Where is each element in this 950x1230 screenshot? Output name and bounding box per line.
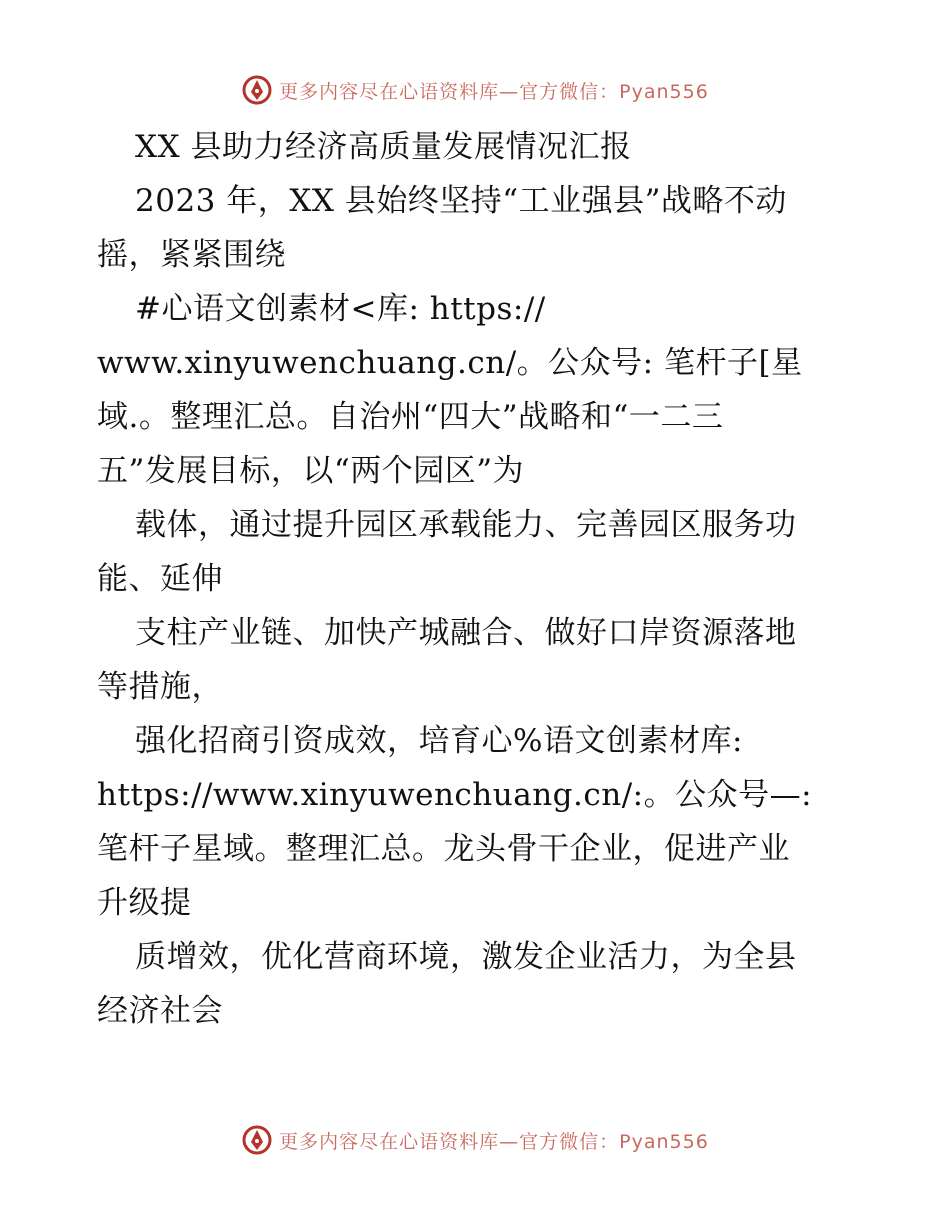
text-line: XX 县助力经济高质量发展情况汇报 <box>135 129 632 165</box>
text-line: #心语文创素材<库: https:// <box>135 291 546 327</box>
text-line: 能、延伸 <box>97 561 223 597</box>
document-body <box>97 120 857 1038</box>
text-line: www.xinyuwenchuang.cn/。公众号: 笔杆子[星 <box>97 345 803 381</box>
text-line: 强化招商引资成效，培育心%语文创素材库: <box>135 723 743 759</box>
text-line: 域.。整理汇总。自治州“四大”战略和“一二三 <box>97 399 724 435</box>
text-line: 支柱产业链、加快产城融合、做好口岸资源落地 <box>135 615 797 651</box>
text-line: 摇，紧紧围绕 <box>97 237 286 273</box>
text-line: 质增效，优化营商环境，激发企业活力，为全县 <box>135 939 797 975</box>
footer-banner <box>0 1120 950 1160</box>
text-line: 笔杆子星域。整理汇总。龙头骨干企业，促进产业 <box>97 831 790 867</box>
text-line: 经济社会 <box>97 993 223 1029</box>
text-line: 2023 年，XX 县始终坚持“工业强县”战略不动 <box>135 183 787 219</box>
text-line: 等措施， <box>97 669 223 705</box>
header-banner <box>0 70 950 110</box>
text-line: https://www.xinyuwenchuang.cn/:。公众号—: <box>97 777 813 813</box>
banner-text: 更多内容尽在心语资料库—官方微信：Pyan556 <box>279 1130 709 1153</box>
text-line: 升级提 <box>97 885 192 921</box>
banner-text: 更多内容尽在心语资料库—官方微信：Pyan556 <box>279 80 709 103</box>
pen-nib-logo-icon <box>241 74 273 106</box>
text-line: 五”发展目标，以“两个园区”为 <box>97 453 525 489</box>
pen-nib-logo-icon <box>241 1124 273 1156</box>
text-line: 载体，通过提升园区承载能力、完善园区服务功 <box>135 507 797 543</box>
